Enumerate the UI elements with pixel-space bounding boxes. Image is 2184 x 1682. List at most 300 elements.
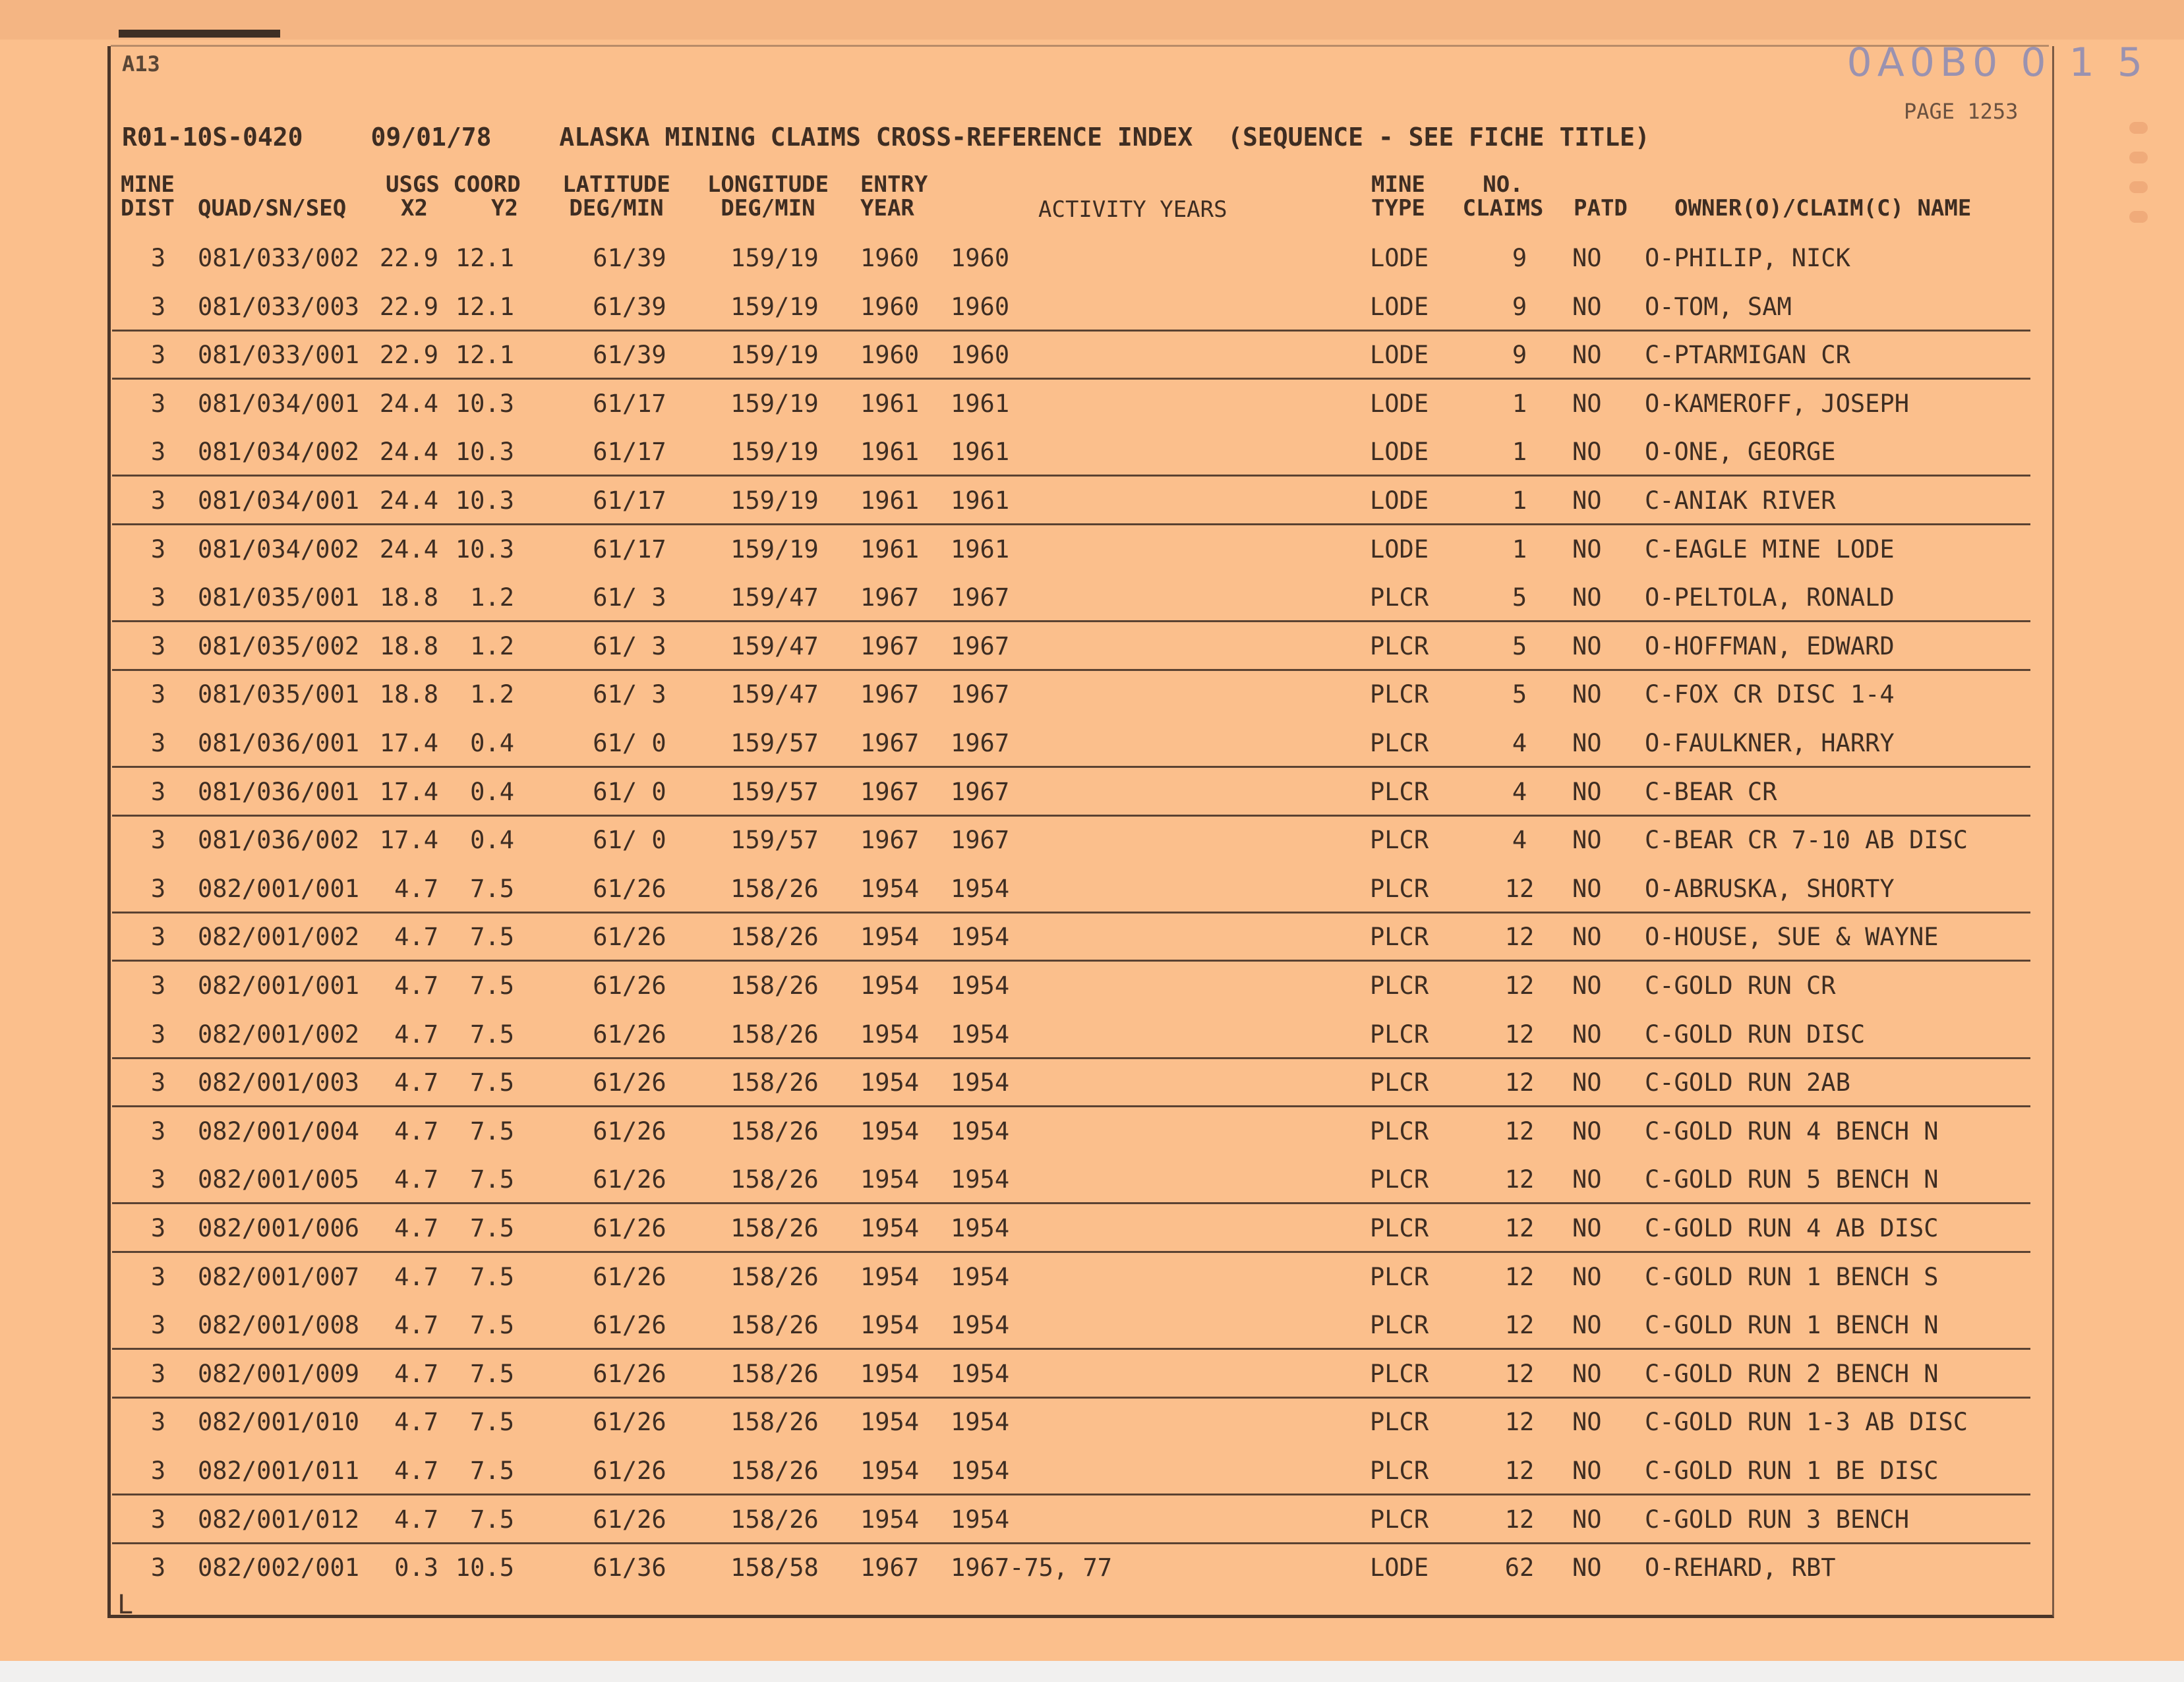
table-row	[112, 329, 2030, 380]
cell-owner-claim-name: C-GOLD RUN CR	[1645, 972, 1836, 1000]
cell-activity-years: 1954	[951, 1505, 1010, 1534]
cell-patd: NO	[1572, 729, 1602, 757]
cell-longitude: 159/19	[730, 341, 819, 370]
cell-activity-years: 1954	[951, 1165, 1010, 1194]
cell-no-claims: 12	[1504, 1214, 1535, 1242]
cell-y2: 7.5	[470, 1408, 514, 1437]
cell-no-claims: 12	[1504, 1262, 1535, 1291]
cell-patd: NO	[1572, 535, 1602, 564]
cell-mine-dist: 3	[150, 1020, 166, 1049]
table-row	[112, 571, 2030, 622]
cell-mine-type: PLCR	[1370, 680, 1429, 709]
cell-activity-years: 1954	[951, 1262, 1010, 1291]
cell-patd: NO	[1572, 438, 1602, 467]
cell-activity-years: 1960	[951, 341, 1010, 370]
cell-longitude: 158/26	[730, 1068, 819, 1097]
report-title: ALASKA MINING CLAIMS CROSS-REFERENCE INDEX	[559, 123, 1193, 152]
cell-activity-years: 1961	[951, 486, 1010, 515]
cell-longitude: 158/26	[730, 1165, 819, 1194]
cell-mine-type: PLCR	[1370, 1262, 1429, 1291]
cell-patd: NO	[1572, 874, 1602, 903]
cell-y2: 7.5	[470, 874, 514, 903]
cell-no-claims: 12	[1504, 1408, 1535, 1437]
cell-entry-year: 1954	[860, 1068, 920, 1097]
cell-owner-claim-name: O-PHILIP, NICK	[1645, 244, 1850, 272]
report-sequence: (SEQUENCE - SEE FICHE TITLE)	[1227, 123, 1650, 152]
cell-latitude: 61/26	[593, 1359, 666, 1388]
cell-mine-type: PLCR	[1370, 1457, 1429, 1485]
cell-entry-year: 1967	[860, 1553, 920, 1582]
table-row	[112, 378, 2030, 426]
cell-quad: 081/034/001	[198, 389, 360, 418]
cell-latitude: 61/26	[593, 1311, 666, 1340]
cell-longitude: 158/26	[730, 1020, 819, 1049]
cell-mine-dist: 3	[150, 1505, 166, 1534]
cell-quad: 082/001/011	[198, 1457, 360, 1485]
cell-owner-claim-name: C-GOLD RUN 1 BE DISC	[1645, 1457, 1939, 1485]
cell-x2: 4.7	[394, 874, 438, 903]
cell-no-claims: 62	[1504, 1553, 1535, 1582]
film-top-band	[0, 0, 2184, 40]
cell-entry-year: 1967	[860, 680, 920, 709]
cell-entry-year: 1961	[860, 389, 920, 418]
cell-y2: 10.3	[455, 535, 514, 564]
cell-entry-year: 1967	[860, 777, 920, 806]
cell-mine-type: PLCR	[1370, 874, 1429, 903]
table-row	[112, 960, 2030, 1008]
cell-x2: 24.4	[379, 438, 438, 467]
cell-patd: NO	[1572, 1116, 1602, 1146]
col-longitude: LONGITUDE DEG/MIN	[707, 171, 829, 221]
cell-longitude: 158/26	[730, 1311, 819, 1340]
cell-latitude: 61/ 3	[593, 680, 666, 709]
cell-longitude: 158/26	[730, 1214, 819, 1242]
cell-x2: 4.7	[394, 923, 438, 952]
cell-activity-years: 1954	[951, 1214, 1010, 1242]
cell-entry-year: 1961	[860, 438, 920, 467]
cell-patd: NO	[1572, 1068, 1602, 1097]
cell-y2: 7.5	[470, 1505, 514, 1534]
cell-entry-year: 1954	[860, 1505, 920, 1534]
table-row	[112, 1057, 2030, 1107]
table-row	[112, 766, 2030, 817]
cell-latitude: 61/26	[593, 1068, 666, 1097]
cell-patd: NO	[1572, 1505, 1602, 1534]
cell-longitude: 159/19	[730, 389, 819, 418]
cell-x2: 4.7	[394, 1457, 438, 1485]
cell-entry-year: 1954	[860, 1408, 920, 1437]
cell-no-claims: 12	[1504, 1068, 1535, 1097]
cell-x2: 4.7	[394, 1408, 438, 1437]
cell-patd: NO	[1572, 1553, 1602, 1582]
cell-longitude: 159/19	[730, 244, 819, 272]
cell-entry-year: 1967	[860, 631, 920, 660]
cell-quad: 082/001/002	[198, 923, 360, 952]
cell-quad: 082/001/001	[198, 972, 360, 1000]
cell-x2: 24.4	[379, 535, 438, 564]
cell-latitude: 61/ 3	[593, 583, 666, 612]
cell-owner-claim-name: O-REHARD, RBT	[1645, 1553, 1836, 1582]
cell-mine-type: LODE	[1370, 389, 1429, 418]
cell-quad: 082/002/001	[198, 1553, 360, 1582]
cell-y2: 10.3	[455, 389, 514, 418]
cell-latitude: 61/39	[593, 341, 666, 370]
cell-longitude: 158/26	[730, 1116, 819, 1146]
cell-latitude: 61/26	[593, 874, 666, 903]
cell-mine-dist: 3	[150, 341, 166, 370]
cell-quad: 081/035/001	[198, 583, 360, 612]
cell-owner-claim-name: C-BEAR CR	[1645, 777, 1777, 806]
cell-entry-year: 1967	[860, 729, 920, 757]
cell-latitude: 61/17	[593, 486, 666, 515]
table-row	[112, 668, 2030, 717]
cell-x2: 22.9	[379, 292, 438, 321]
cell-latitude: 61/39	[593, 244, 666, 272]
cell-longitude: 159/19	[730, 438, 819, 467]
cell-entry-year: 1954	[860, 1457, 920, 1485]
cell-no-claims: 12	[1504, 1311, 1535, 1340]
cell-patd: NO	[1572, 244, 1602, 272]
cell-patd: NO	[1572, 1359, 1602, 1388]
cell-latitude: 61/ 0	[593, 826, 666, 855]
cell-owner-claim-name: O-HOUSE, SUE & WAYNE	[1645, 923, 1939, 952]
cell-x2: 18.8	[379, 631, 438, 660]
table-row	[112, 1251, 2030, 1300]
document-number: 0A0B0 0 1 5	[1846, 40, 2148, 86]
cell-x2: 4.7	[394, 1359, 438, 1388]
cell-activity-years: 1954	[951, 1457, 1010, 1485]
cell-x2: 4.7	[394, 1020, 438, 1049]
report-id: R01-10S-0420	[122, 123, 303, 152]
cell-longitude: 159/47	[730, 631, 819, 660]
cell-latitude: 61/17	[593, 535, 666, 564]
cell-quad: 081/034/001	[198, 486, 360, 515]
cell-quad: 081/036/001	[198, 729, 360, 757]
cell-patd: NO	[1572, 1020, 1602, 1049]
cell-owner-claim-name: C-GOLD RUN 5 BENCH N	[1645, 1165, 1939, 1194]
cell-mine-dist: 3	[150, 1553, 166, 1582]
cell-entry-year: 1960	[860, 341, 920, 370]
cell-entry-year: 1967	[860, 826, 920, 855]
cell-mine-type: LODE	[1370, 244, 1429, 272]
cell-mine-dist: 3	[150, 631, 166, 660]
col-latitude: LATITUDE DEG/MIN	[562, 171, 670, 221]
cell-longitude: 158/26	[730, 874, 819, 903]
cell-activity-years: 1954	[951, 874, 1010, 903]
table-row	[112, 1542, 2030, 1590]
cell-mine-dist: 3	[150, 1165, 166, 1194]
cell-y2: 1.2	[470, 631, 514, 660]
cell-y2: 12.1	[455, 244, 514, 272]
cell-entry-year: 1961	[860, 535, 920, 564]
cell-no-claims: 9	[1512, 292, 1527, 321]
cell-quad: 082/001/012	[198, 1505, 360, 1534]
cell-activity-years: 1954	[951, 1359, 1010, 1388]
cell-x2: 17.4	[379, 777, 438, 806]
cell-entry-year: 1954	[860, 1165, 920, 1194]
cell-mine-dist: 3	[150, 244, 166, 272]
cell-no-claims: 1	[1512, 438, 1527, 467]
cell-activity-years: 1967	[951, 631, 1010, 660]
cell-y2: 7.5	[470, 1359, 514, 1388]
cell-latitude: 61/26	[593, 972, 666, 1000]
cell-quad: 082/001/001	[198, 874, 360, 903]
cell-no-claims: 4	[1512, 777, 1527, 806]
cell-mine-type: PLCR	[1370, 1505, 1429, 1534]
cell-x2: 4.7	[394, 1311, 438, 1340]
cell-mine-type: PLCR	[1370, 1068, 1429, 1097]
cell-patd: NO	[1572, 631, 1602, 660]
perforation-mark	[2129, 122, 2148, 134]
cell-longitude: 159/19	[730, 535, 819, 564]
col-y2: Y2	[491, 195, 518, 221]
cell-y2: 7.5	[470, 923, 514, 952]
table-row	[112, 717, 2030, 768]
cell-mine-type: PLCR	[1370, 583, 1429, 612]
cell-latitude: 61/26	[593, 1165, 666, 1194]
cell-longitude: 158/58	[730, 1553, 819, 1582]
cell-mine-dist: 3	[150, 826, 166, 855]
cell-quad: 082/001/009	[198, 1359, 360, 1388]
cell-mine-type: PLCR	[1370, 1359, 1429, 1388]
cell-owner-claim-name: C-GOLD RUN 1 BENCH N	[1645, 1311, 1939, 1340]
cell-quad: 081/033/002	[198, 244, 360, 272]
cell-latitude: 61/ 3	[593, 631, 666, 660]
cell-patd: NO	[1572, 680, 1602, 709]
cell-mine-type: LODE	[1370, 438, 1429, 467]
col-patd: PATD	[1574, 195, 1628, 221]
cell-patd: NO	[1572, 1262, 1602, 1291]
cell-no-claims: 12	[1504, 874, 1535, 903]
cell-longitude: 158/26	[730, 1408, 819, 1437]
cell-y2: 12.1	[455, 292, 514, 321]
cell-mine-dist: 3	[150, 680, 166, 709]
cell-y2: 7.5	[470, 1020, 514, 1049]
cell-latitude: 61/26	[593, 1116, 666, 1146]
cell-entry-year: 1960	[860, 292, 920, 321]
cell-x2: 24.4	[379, 486, 438, 515]
cell-mine-dist: 3	[150, 1116, 166, 1146]
cell-entry-year: 1954	[860, 1262, 920, 1291]
cell-owner-claim-name: C-GOLD RUN 4 BENCH N	[1645, 1116, 1939, 1146]
cell-owner-claim-name: O-KAMEROFF, JOSEPH	[1645, 389, 1909, 418]
table-row	[112, 1153, 2030, 1204]
cell-quad: 082/001/004	[198, 1116, 360, 1146]
cell-mine-dist: 3	[150, 292, 166, 321]
cell-activity-years: 1967	[951, 680, 1010, 709]
cell-no-claims: 5	[1512, 680, 1527, 709]
cell-no-claims: 12	[1504, 972, 1535, 1000]
cell-activity-years: 1954	[951, 923, 1010, 952]
perforation-mark	[2129, 211, 2148, 223]
cell-y2: 0.4	[470, 826, 514, 855]
cell-owner-claim-name: C-GOLD RUN 1 BENCH S	[1645, 1262, 1939, 1291]
cell-y2: 7.5	[470, 1165, 514, 1194]
cell-mine-type: PLCR	[1370, 923, 1429, 952]
cell-mine-dist: 3	[150, 1311, 166, 1340]
cell-mine-type: PLCR	[1370, 826, 1429, 855]
cell-mine-dist: 3	[150, 729, 166, 757]
cell-patd: NO	[1572, 389, 1602, 418]
cell-mine-type: LODE	[1370, 535, 1429, 564]
cell-activity-years: 1967-75, 77	[951, 1553, 1113, 1582]
cell-x2: 18.8	[379, 583, 438, 612]
cell-x2: 22.9	[379, 341, 438, 370]
cell-patd: NO	[1572, 583, 1602, 612]
col-no-claims: NO. CLAIMS	[1462, 171, 1544, 221]
cell-y2: 0.4	[470, 729, 514, 757]
cell-entry-year: 1954	[860, 972, 920, 1000]
cell-mine-dist: 3	[150, 486, 166, 515]
cell-x2: 4.7	[394, 1214, 438, 1242]
cell-patd: NO	[1572, 1408, 1602, 1437]
cell-patd: NO	[1572, 1165, 1602, 1194]
cell-mine-dist: 3	[150, 389, 166, 418]
cell-longitude: 159/19	[730, 486, 819, 515]
cell-patd: NO	[1572, 341, 1602, 370]
cell-latitude: 61/ 0	[593, 729, 666, 757]
cell-y2: 10.3	[455, 438, 514, 467]
cell-quad: 081/035/001	[198, 680, 360, 709]
cell-y2: 7.5	[470, 1262, 514, 1291]
cell-x2: 0.3	[394, 1553, 438, 1582]
cell-mine-dist: 3	[150, 1068, 166, 1097]
cell-owner-claim-name: O-TOM, SAM	[1645, 292, 1792, 321]
table-row	[112, 475, 2030, 525]
cell-owner-claim-name: O-ABRUSKA, SHORTY	[1645, 874, 1895, 903]
cell-mine-type: PLCR	[1370, 777, 1429, 806]
cell-longitude: 159/57	[730, 729, 819, 757]
cell-entry-year: 1961	[860, 486, 920, 515]
cell-latitude: 61/26	[593, 1020, 666, 1049]
cell-no-claims: 9	[1512, 341, 1527, 370]
cell-patd: NO	[1572, 292, 1602, 321]
cell-activity-years: 1954	[951, 1068, 1010, 1097]
cell-mine-type: PLCR	[1370, 1020, 1429, 1049]
table-row	[112, 1008, 2030, 1059]
table-row	[112, 620, 2030, 671]
table-row	[112, 1202, 2030, 1253]
cell-mine-type: PLCR	[1370, 1311, 1429, 1340]
cell-entry-year: 1954	[860, 923, 920, 952]
cell-latitude: 61/17	[593, 389, 666, 418]
cell-entry-year: 1954	[860, 1116, 920, 1146]
cell-no-claims: 9	[1512, 244, 1527, 272]
table-row	[112, 281, 2030, 332]
cell-y2: 7.5	[470, 1214, 514, 1242]
cell-x2: 24.4	[379, 389, 438, 418]
cell-mine-type: PLCR	[1370, 1165, 1429, 1194]
cell-entry-year: 1967	[860, 583, 920, 612]
cell-quad: 081/036/002	[198, 826, 360, 855]
table-row	[112, 863, 2030, 914]
cell-activity-years: 1954	[951, 1116, 1010, 1146]
cell-patd: NO	[1572, 777, 1602, 806]
cell-owner-claim-name: C-GOLD RUN DISC	[1645, 1020, 1866, 1049]
cell-x2: 4.7	[394, 1262, 438, 1291]
cell-mine-type: PLCR	[1370, 972, 1429, 1000]
cell-no-claims: 4	[1512, 729, 1527, 757]
cell-x2: 4.7	[394, 1116, 438, 1146]
cell-mine-type: LODE	[1370, 486, 1429, 515]
cell-patd: NO	[1572, 972, 1602, 1000]
cell-latitude: 61/26	[593, 1262, 666, 1291]
cell-patd: NO	[1572, 1457, 1602, 1485]
page-number: PAGE 1253	[1904, 99, 2019, 124]
col-entry-year: ENTRY YEAR	[860, 171, 928, 221]
cell-mine-type: PLCR	[1370, 729, 1429, 757]
cell-owner-claim-name: O-HOFFMAN, EDWARD	[1645, 631, 1895, 660]
cell-y2: 7.5	[470, 1068, 514, 1097]
cell-quad: 082/001/007	[198, 1262, 360, 1291]
cell-activity-years: 1967	[951, 826, 1010, 855]
cell-no-claims: 12	[1504, 1457, 1535, 1485]
cell-owner-claim-name: C-BEAR CR 7-10 AB DISC	[1645, 826, 1968, 855]
cell-quad: 081/034/002	[198, 535, 360, 564]
cell-mine-dist: 3	[150, 1457, 166, 1485]
cell-no-claims: 1	[1512, 486, 1527, 515]
cell-owner-claim-name: C-EAGLE MINE LODE	[1645, 535, 1895, 564]
cell-activity-years: 1967	[951, 583, 1010, 612]
cell-owner-claim-name: C-ANIAK RIVER	[1645, 486, 1836, 515]
cell-mine-dist: 3	[150, 777, 166, 806]
table-row	[112, 1105, 2030, 1154]
cell-longitude: 158/26	[730, 1262, 819, 1291]
table-row	[112, 523, 2030, 572]
cell-latitude: 61/36	[593, 1553, 666, 1582]
cell-entry-year: 1960	[860, 244, 920, 272]
cell-owner-claim-name: C-GOLD RUN 3 BENCH	[1645, 1505, 1909, 1534]
cell-mine-dist: 3	[150, 535, 166, 564]
perforation-mark	[2129, 152, 2148, 163]
col-x2: X2	[401, 195, 428, 221]
cell-mine-type: LODE	[1370, 341, 1429, 370]
cell-activity-years: 1960	[951, 292, 1010, 321]
cell-owner-claim-name: C-GOLD RUN 2AB	[1645, 1068, 1850, 1097]
cell-no-claims: 12	[1504, 1116, 1535, 1146]
col-quad: QUAD/SN/SEQ	[198, 195, 347, 221]
cell-y2: 12.1	[455, 341, 514, 370]
cell-mine-type: PLCR	[1370, 631, 1429, 660]
cell-patd: NO	[1572, 826, 1602, 855]
cell-mine-dist: 3	[150, 1359, 166, 1388]
cell-y2: 10.3	[455, 486, 514, 515]
cell-no-claims: 1	[1512, 389, 1527, 418]
cell-x2: 4.7	[394, 1165, 438, 1194]
cell-owner-claim-name: C-GOLD RUN 4 AB DISC	[1645, 1214, 1939, 1242]
cell-activity-years: 1954	[951, 1020, 1010, 1049]
cell-entry-year: 1954	[860, 1311, 920, 1340]
cell-activity-years: 1954	[951, 1408, 1010, 1437]
cell-latitude: 61/26	[593, 1214, 666, 1242]
cell-no-claims: 12	[1504, 1165, 1535, 1194]
table-row	[112, 1396, 2030, 1445]
cell-y2: 10.5	[455, 1553, 514, 1582]
cell-mine-dist: 3	[150, 1408, 166, 1437]
cell-entry-year: 1954	[860, 1359, 920, 1388]
cell-y2: 0.4	[470, 777, 514, 806]
table-row	[112, 1299, 2030, 1350]
cell-y2: 7.5	[470, 1116, 514, 1146]
cell-quad: 081/033/001	[198, 341, 360, 370]
cell-no-claims: 5	[1512, 583, 1527, 612]
cell-owner-claim-name: C-PTARMIGAN CR	[1645, 341, 1850, 370]
cell-quad: 082/001/010	[198, 1408, 360, 1437]
cell-x2: 22.9	[379, 244, 438, 272]
cell-latitude: 61/26	[593, 923, 666, 952]
cell-mine-type: LODE	[1370, 292, 1429, 321]
cell-longitude: 159/47	[730, 583, 819, 612]
